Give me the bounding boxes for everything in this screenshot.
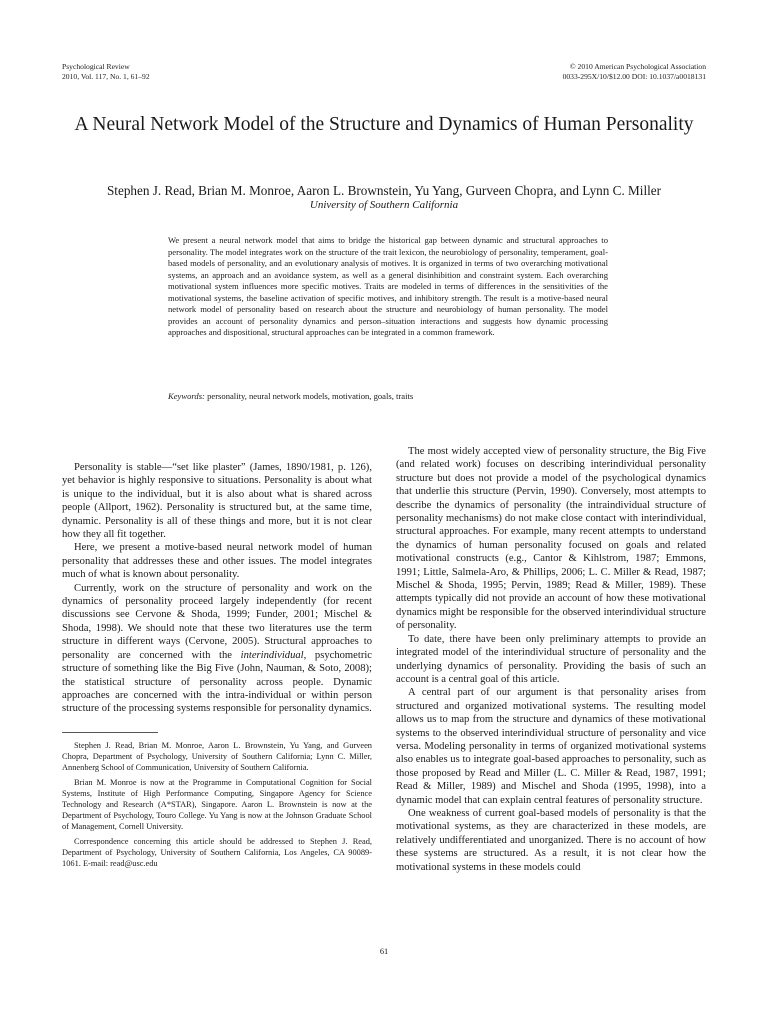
footnote-affiliations: Stephen J. Read, Brian M. Monroe, Aaron L. Brownstein, Yu Yang, and Gurveen Chopra, Department of Psychology, University of Southern California; Lynn C. Miller, Annenberg School of Communication, University of Southern California.: [62, 741, 372, 773]
footnote-current-addresses: Brian M. Monroe is now at the Programme in Computational Cognition for Social Systems, Institute of High Performance Computing, Singapore Agency for Science Technology and Research (A*STAR), Singapore. Aaron L. Brownstein is now at the Department of Psychology, Touro College. Yu Yang is now at the Johnson Graduate School of Management, Cornell University.: [62, 777, 372, 832]
body-paragraph: Personality is stable—“set like plaster” (James, 1890/1981, p. 126), yet behavior is highly responsive to situations. Personality is about what is unique to the individual, but it is also about what is shared across people (Allport, 1962). Personality is structured but, at the same time, dynamic. Personality is all of these things and more, but it is not clear how they all fit together.: [62, 462, 372, 541]
body-paragraph: A central part of our argument is that personality arises from structured and organized motivational systems. The resulting model allows us to map from the structure and dynamics of these motivational systems to the observed interindividual structure of personality and vice versa. Modeling personality in terms of organized motivational systems also enables us to integrate goal-based approaches to personality, such as those proposed by Read and Miller (L. C. Miller & Read, 1987, 1991; Read & Miller, 1989) and Mischel and Shoda (1995, 1998), into a dynamic model that can explain central features of personality structure.: [396, 687, 706, 806]
body-paragraph: To date, there have been only preliminary attempts to provide an integrated model of the interindividual structure of personality and the underlying dynamics of personality. Providing the basis of such an account is a central goal of this article.: [396, 633, 706, 685]
body-paragraph: One weakness of current goal-based models of personality is that the motivational systems, as they are characterized in these models, are relatively undifferentiated and unorganized. There is no account of how these systems are structured. As a result, it is not clear how the motivational systems in these models could: [396, 807, 706, 873]
keywords: [168, 391, 608, 403]
author-list: Stephen J. Read, Brian M. Monroe, Aaron L. Brownstein, Yu Yang, Gurveen Chopra, and Lynn C. Miller: [106, 183, 662, 198]
footnotes: [62, 740, 372, 872]
copyright-line: © 2010 American Psychological Association: [569, 62, 706, 71]
journal-citation: [62, 62, 150, 81]
keywords-label: Keywords:: [168, 391, 205, 401]
footnote-rule: [62, 732, 158, 733]
footnote-correspondence: Correspondence concerning this article should be addressed to Stephen J. Read, Department of Psychology, University of Southern California, Los Angeles, CA 90089-1061. E-mail: read@usc.edu: [62, 836, 372, 869]
left-column: [62, 461, 372, 716]
body-text: , psychometric structure of something like the Big Five (John, Nauman, & Soto, 2008); the statistical structure of personality across people. Dynamic approaches are concerned with the intra-individual or within person structure of the processing systems responsible for personality dynamics.: [62, 649, 372, 715]
body-text: Currently, work on the structure of personality and work on the dynamics of personality proceed largely independently (for recent discussions see Cervone & Shoda, 1999; Funder, 2001; Mischel & Shoda, 1998). We should note that these two literatures use the term structure in different ways (Cervone, 2005). Structural approaches to personality are concerned with the: [62, 582, 372, 661]
doi-line: 0033-295X/10/$12.00 DOI: 10.1037/a0018131: [562, 71, 706, 81]
copyright-block: [563, 62, 706, 81]
page-number: 61: [379, 947, 389, 956]
journal-volume: 2010, Vol. 117, No. 1, 61–92: [62, 71, 150, 81]
keywords-list: personality, neural network models, motivation, goals, traits: [207, 391, 414, 401]
right-column: [396, 445, 706, 874]
body-paragraph: Here, we present a motive-based neural network model of human personality that addresses these and other issues. The model integrates much of what is known about personality.: [62, 542, 372, 581]
abstract: We present a neural network model that aims to bridge the historical gap between dynamic and structural approaches to personality. The model integrates work on the structure of the trait lexicon, the neurobiology of personality, temperament, goal-based models of personality, and an evolutionary analysis of motives. It is organized in terms of two overarching motivational systems, an approach and an avoidance system, as well as a general disinhibition and constraint system. Each overarching motivational system influences more specific motives. Traits are modeled in terms of differences in the sensitivities of the motivational systems, the baseline activation of specific motives, and inhibitory strength. The result is a motive-based neural network model of personality based on research about the structure and neurobiology of human personality. The model provides an account of personality dynamics and person–situation interactions and suggests how dynamic processing approaches and dispositional, structural approaches can be integrated in a common framework.: [168, 235, 608, 337]
emphasis-term: interindividual: [240, 649, 304, 661]
body-paragraph: The most widely accepted view of personality structure, the Big Five (and related work) focuses on describing interindividual personality structure but does not provide a model of the psychological dynamics that underlie this structure (Pervin, 1990). Conversely, most attempts to describe the dynamics of personality (the intraindividual structure of personality mechanisms) do not make close contact with interindividual, structural approaches. For example, many recent attempts to understand the dynamics of human personality focused on goals and related motivational constructs (e.g., Cantor & Kihlstrom, 1987; Emmons, 1991; Little, Salmela-Aro, & Phillips, 2006; L. C. Miller & Read, 1987; Mischel & Shoda, 1995; Pervin, 1989; Read & Miller, 1989). These attempts typically did not provide an account of how these motivational dynamics might be responsible for the observed interindividual structure of personality.: [396, 446, 706, 632]
journal-name: Psychological Review: [62, 62, 130, 71]
article-title: A Neural Network Model of the Structure and Dynamics of Human Personality: [74, 114, 694, 135]
affiliation: University of Southern California: [309, 199, 459, 211]
body-paragraph: [62, 582, 372, 716]
